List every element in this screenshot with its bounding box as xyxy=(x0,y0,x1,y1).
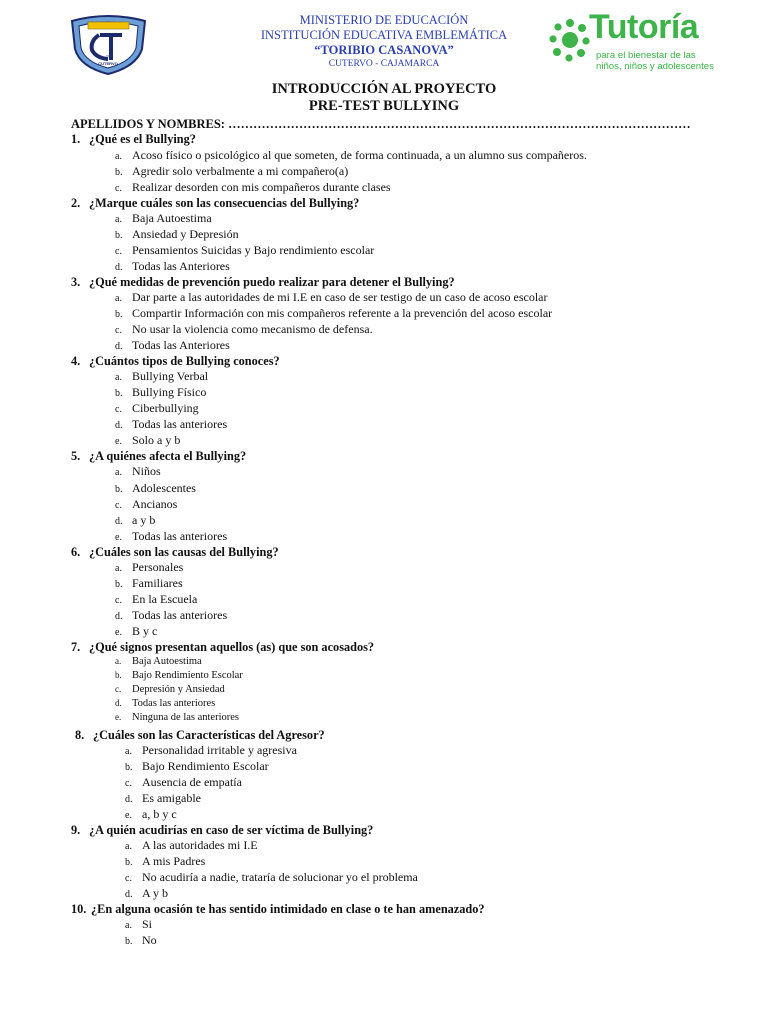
answer-option xyxy=(125,775,242,790)
option-letter: a. xyxy=(115,151,122,162)
answer-option xyxy=(115,608,227,623)
option-text: Realizar desorden con mis compañeros durante clases xyxy=(132,180,391,194)
option-letter: a. xyxy=(115,372,122,383)
question-6 xyxy=(71,545,279,560)
option-letter: a. xyxy=(115,656,122,666)
question-number: 5. xyxy=(71,449,81,463)
option-letter: d. xyxy=(125,794,133,805)
option-letter: a. xyxy=(125,920,132,931)
tutoria-logo xyxy=(548,8,714,76)
option-text: Ausencia de empatía xyxy=(142,775,242,789)
question-10 xyxy=(71,902,485,917)
question-7 xyxy=(71,640,374,655)
option-text: A mis Padres xyxy=(142,854,206,868)
option-letter: c. xyxy=(115,404,122,415)
answer-option xyxy=(125,743,297,758)
answer-option xyxy=(115,259,230,274)
option-letter: d. xyxy=(115,611,123,622)
option-letter: a. xyxy=(115,293,122,304)
option-text: Bajo Rendimiento Escolar xyxy=(142,759,269,773)
option-text: Ciberbullying xyxy=(132,401,199,415)
option-text: En la Escuela xyxy=(132,592,198,606)
option-text: Si xyxy=(142,917,153,931)
option-text: Adolescentes xyxy=(132,481,196,495)
option-letter: b. xyxy=(115,230,123,241)
question-5 xyxy=(71,449,246,464)
question-8 xyxy=(75,728,325,743)
option-letter: a. xyxy=(125,746,132,757)
answer-option xyxy=(115,684,225,695)
answer-option xyxy=(115,338,230,353)
option-letter: c. xyxy=(125,778,132,789)
option-text: Compartir Información con mis compañeros referente a la prevención del acoso escolar xyxy=(132,306,553,320)
option-text: Ninguna de las anteriores xyxy=(132,712,240,723)
answer-option xyxy=(125,870,418,885)
answer-option xyxy=(115,560,183,575)
question-text: ¿Cuáles son las Características del Agresor? xyxy=(93,728,325,742)
option-letter: e. xyxy=(115,712,122,722)
answer-option xyxy=(115,227,239,242)
option-text: Pensamientos Suicidas y Bajo rendimiento escolar xyxy=(132,243,375,257)
option-letter: e. xyxy=(125,810,132,821)
option-letter: c. xyxy=(115,500,122,511)
answer-option xyxy=(115,306,552,321)
answer-option xyxy=(115,417,227,432)
tutoria-tagline-1: para el bienestar de las xyxy=(596,50,696,61)
answer-option xyxy=(115,592,197,607)
question-number: 2. xyxy=(71,196,81,210)
option-text: Todas las Anteriores xyxy=(132,338,230,352)
answer-option xyxy=(115,670,243,681)
option-letter: a. xyxy=(115,467,122,478)
option-letter: d. xyxy=(115,420,123,431)
option-text: Niños xyxy=(132,464,161,478)
option-letter: d. xyxy=(125,889,133,900)
option-letter: c. xyxy=(115,183,122,194)
option-letter: c. xyxy=(125,873,132,884)
option-text: Baja Autoestima xyxy=(132,211,212,225)
option-letter: b. xyxy=(125,762,133,773)
option-text: Solo a y b xyxy=(132,433,181,447)
option-text: Bajo Rendimiento Escolar xyxy=(132,670,243,681)
option-letter: d. xyxy=(115,262,123,273)
answer-option xyxy=(115,624,157,639)
answer-option xyxy=(125,838,258,853)
option-letter: a. xyxy=(125,841,132,852)
option-text: Ancianos xyxy=(132,497,178,511)
answer-option xyxy=(125,917,152,932)
option-text: Bullying Verbal xyxy=(132,369,209,383)
answer-option xyxy=(115,464,161,479)
institution-line: INSTITUCIÓN EDUCATIVA EMBLEMÁTICA xyxy=(260,28,508,42)
option-letter: d. xyxy=(115,516,123,527)
question-4 xyxy=(71,354,280,369)
answer-option xyxy=(115,369,208,384)
option-letter: b. xyxy=(115,484,123,495)
question-text: ¿En alguna ocasión te has sentido intimidado en clase o te han amenazado? xyxy=(91,902,485,916)
answer-option xyxy=(125,886,168,901)
tutoria-flower-icon xyxy=(548,14,592,70)
question-text: ¿Qué medidas de prevención puedo realizar para detener el Bullying? xyxy=(89,275,455,289)
option-text: Es amigable xyxy=(142,791,201,805)
question-9 xyxy=(71,823,373,838)
option-text: No usar la violencia como mecanismo de defensa. xyxy=(132,322,373,336)
question-1 xyxy=(71,132,196,147)
institution-header xyxy=(220,13,548,71)
option-letter: b. xyxy=(115,670,122,680)
option-text: Todas las Anteriores xyxy=(132,259,230,273)
answer-option xyxy=(115,497,177,512)
answer-option xyxy=(115,243,374,258)
question-text: ¿Cuáles son las causas del Bullying? xyxy=(89,545,279,559)
question-number: 10. xyxy=(71,902,87,916)
answer-option xyxy=(115,211,212,226)
option-text: Dar parte a las autoridades de mi I.E en caso de ser testigo de un caso de acoso escolar xyxy=(132,290,548,304)
question-number: 4. xyxy=(71,354,81,368)
answer-option xyxy=(115,290,548,305)
answer-option xyxy=(115,481,196,496)
answer-option xyxy=(115,712,239,723)
answer-option xyxy=(115,576,183,591)
option-letter: c. xyxy=(115,684,122,694)
option-text: Ansiedad y Depresión xyxy=(132,227,239,241)
question-number: 8. xyxy=(75,728,85,742)
question-number: 7. xyxy=(71,640,81,654)
answer-option xyxy=(115,529,227,544)
question-text: ¿Qué es el Bullying? xyxy=(89,132,196,146)
option-text: Acoso físico o psicológico al que someten, de forma continuada, a un alumno sus compañeros. xyxy=(132,148,587,162)
question-text: ¿A quién acudirías en caso de ser víctima de Bullying? xyxy=(89,823,374,837)
option-text: Familiares xyxy=(132,576,183,590)
option-text: a, b y c xyxy=(142,807,177,821)
answer-option xyxy=(115,433,180,448)
option-letter: b. xyxy=(115,579,123,590)
option-text: No acudiría a nadie, trataría de solucionar yo el problema xyxy=(142,870,418,884)
location-line: CUTERVO - CAJAMARCA xyxy=(328,59,440,69)
option-text: Depresión y Ansiedad xyxy=(132,684,225,695)
question-number: 1. xyxy=(71,132,81,146)
answer-option xyxy=(125,933,157,948)
school-name: “TORIBIO CASANOVA” xyxy=(314,43,454,57)
option-letter: a. xyxy=(115,214,122,225)
question-text: ¿Qué signos presentan aquellos (as) que son acosados? xyxy=(89,640,375,654)
option-letter: b. xyxy=(115,309,123,320)
answer-option xyxy=(115,385,206,400)
answer-option xyxy=(115,148,587,163)
option-letter: b. xyxy=(115,388,123,399)
answer-option xyxy=(115,656,202,667)
option-letter: c. xyxy=(115,595,122,606)
option-letter: e. xyxy=(115,627,122,638)
option-letter: b. xyxy=(125,936,133,947)
school-crest-logo xyxy=(66,13,151,75)
answer-option xyxy=(125,807,177,822)
option-letter: b. xyxy=(125,857,133,868)
option-text: B y c xyxy=(132,624,158,638)
option-text: No xyxy=(142,933,157,947)
answer-option xyxy=(115,401,199,416)
answer-option xyxy=(125,791,201,806)
answer-option xyxy=(115,513,155,528)
question-text: ¿A quiénes afecta el Bullying? xyxy=(89,449,247,463)
option-text: Todas las anteriores xyxy=(132,529,228,543)
crest-initials: TC xyxy=(106,54,110,58)
option-text: Todas las anteriores xyxy=(132,417,228,431)
crest-text: CUTERVO xyxy=(98,61,118,66)
option-letter: d. xyxy=(115,341,123,352)
answer-option xyxy=(115,698,215,709)
tutoria-wordmark: Tutoría xyxy=(589,8,699,46)
option-text: Baja Autoestima xyxy=(132,656,202,667)
question-text: ¿Marque cuáles son las consecuencias del Bullying? xyxy=(89,196,360,210)
document-title: INTRODUCCIÓN AL PROYECTO xyxy=(271,81,497,97)
option-text: A las autoridades mi I.E xyxy=(142,838,258,852)
answer-option xyxy=(125,759,269,774)
option-letter: c. xyxy=(115,246,122,257)
option-text: Todas las anteriores xyxy=(132,698,216,709)
question-number: 9. xyxy=(71,823,81,837)
question-3 xyxy=(71,275,455,290)
option-text: Todas las anteriores xyxy=(132,608,228,622)
answer-option xyxy=(115,322,373,337)
document-subtitle: PRE-TEST BULLYING xyxy=(308,98,460,114)
question-2 xyxy=(71,196,359,211)
option-letter: e. xyxy=(115,436,122,447)
question-number: 3. xyxy=(71,275,81,289)
option-text: Bullying Físico xyxy=(132,385,207,399)
ministry-line: MINISTERIO DE EDUCACIÓN xyxy=(299,13,469,27)
option-letter: d. xyxy=(115,698,122,708)
question-text: ¿Cuántos tipos de Bullying conoces? xyxy=(89,354,280,368)
option-text: Agredir solo verbalmente a mi compañero(a) xyxy=(132,164,349,178)
answer-option xyxy=(125,854,205,869)
tutoria-tagline-2: niños, niños y adolescentes xyxy=(596,61,714,72)
answer-option xyxy=(115,180,391,195)
name-field: APELLIDOS Y NOMBRES: ………………………………………………………………………………………………… xyxy=(71,117,691,131)
option-text: A y b xyxy=(142,886,169,900)
option-letter: b. xyxy=(115,167,123,178)
option-letter: e. xyxy=(115,532,122,543)
option-text: Personales xyxy=(132,560,184,574)
option-letter: c. xyxy=(115,325,122,336)
option-text: a y b xyxy=(132,513,156,527)
question-number: 6. xyxy=(71,545,81,559)
answer-option xyxy=(115,164,348,179)
option-text: Personalidad irritable y agresiva xyxy=(142,743,297,757)
option-letter: a. xyxy=(115,563,122,574)
